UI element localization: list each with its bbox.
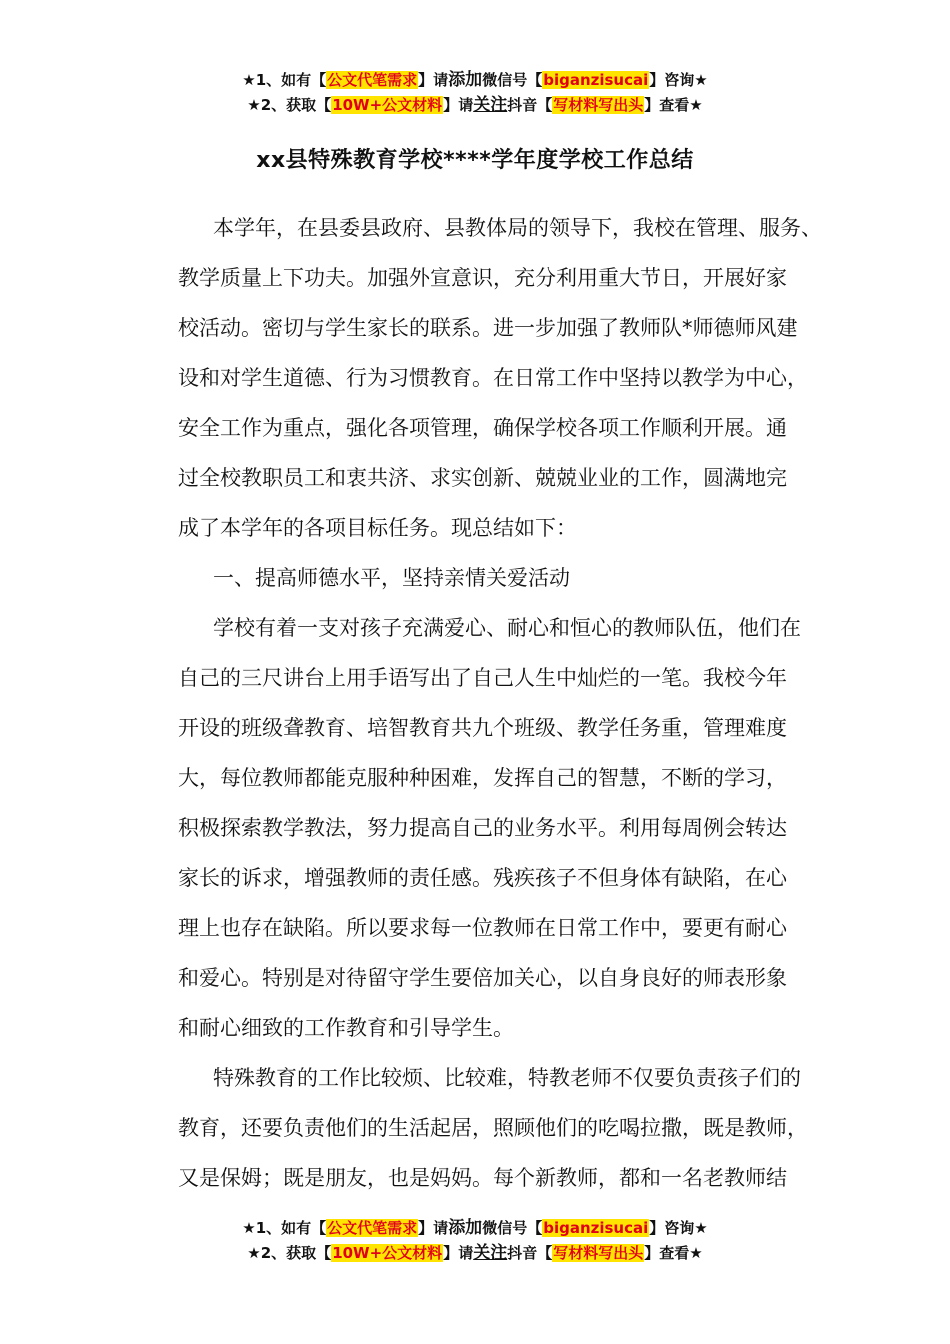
paragraph-teachers <box>143 603 823 1053</box>
promo-highlight: 写材料写出头 <box>553 1244 644 1262</box>
promo-line-1 <box>0 1216 950 1241</box>
promo-text: 】咨询★ <box>649 71 708 89</box>
promo-highlight: biganzisucai <box>543 1219 649 1237</box>
text-line: 积极探索教学教法，努力提高自己的业务水平。利用每周例会转达 <box>178 816 787 840</box>
promo-footer <box>0 1216 950 1266</box>
text-line: 安全工作为重点，强化各项管理，确保学校各项工作顺利开展。通 <box>178 416 787 440</box>
promo-text: ★1、如有【 <box>242 71 327 89</box>
promo-highlight: 写材料写出头 <box>553 96 644 114</box>
promo-line-2 <box>0 1241 950 1266</box>
promo-text: 抖音【 <box>507 96 553 114</box>
promo-line-1 <box>0 68 950 93</box>
promo-emphasis: 添加 <box>448 70 483 90</box>
text-line: 设和对学生道德、行为习惯教育。在日常工作中坚持以教学为中心， <box>178 366 808 390</box>
text-line: 自己的三尺讲台上用手语写出了自己人生中灿烂的一笔。我校今年 <box>178 666 787 690</box>
text-line: 又是保姆；既是朋友，也是妈妈。每个新教师，都和一名老教师结 <box>178 1166 787 1190</box>
promo-highlight: 10W+公文材料 <box>332 1244 443 1262</box>
text-line: 学校有着一支对孩子充满爱心、耐心和恒心的教师队伍，他们在 <box>213 616 801 640</box>
text-line: 过全校教职员工和衷共济、求实创新、兢兢业业的工作，圆满地完 <box>178 466 787 490</box>
text-line: 大，每位教师都能克服种种困难，发挥自己的智慧，不断的学习， <box>178 766 787 790</box>
promo-text: 】查看★ <box>644 1244 703 1262</box>
text-line: 理上也存在缺陷。所以要求每一位教师在日常工作中，要更有耐心 <box>178 916 787 940</box>
text-line: 一、提高师德水平，坚持亲情关爱活动 <box>213 566 570 590</box>
promo-header <box>0 68 950 118</box>
promo-highlight: 10W+公文材料 <box>332 96 443 114</box>
section-heading <box>143 553 823 603</box>
promo-highlight: biganzisucai <box>543 71 649 89</box>
text-line: 开设的班级聋教育、培智教育共九个班级、教学任务重，管理难度 <box>178 716 787 740</box>
promo-text: 抖音【 <box>507 1244 553 1262</box>
text-line: 家长的诉求，增强教师的责任感。残疾孩子不但身体有缺陷，在心 <box>178 866 787 890</box>
promo-line-2 <box>0 93 950 118</box>
promo-text: 】请 <box>443 96 474 114</box>
promo-text: 】请 <box>443 1244 474 1262</box>
promo-emphasis: 添加 <box>448 1218 483 1238</box>
promo-highlight: 公文代笔需求 <box>327 1219 418 1237</box>
text-line: 教学质量上下功夫。加强外宣意识，充分利用重大节日，开展好家 <box>178 266 787 290</box>
promo-highlight: 公文代笔需求 <box>327 71 418 89</box>
promo-text: ★2、获取【 <box>247 96 332 114</box>
text-line: 校活动。密切与学生家长的联系。进一步加强了教师队*师德师风建 <box>178 316 798 340</box>
promo-text: 微信号【 <box>482 1219 543 1237</box>
text-line: 和耐心细致的工作教育和引导学生。 <box>178 1016 514 1040</box>
text-line: 和爱心。特别是对待留守学生要倍加关心，以自身良好的师表形象 <box>178 966 787 990</box>
text-line: 本学年，在县委县政府、县教体局的领导下，我校在管理、服务、 <box>213 216 822 240</box>
promo-text: 】咨询★ <box>649 1219 708 1237</box>
document-body <box>143 203 823 1203</box>
promo-text: ★1、如有【 <box>242 1219 327 1237</box>
promo-text: ★2、获取【 <box>247 1244 332 1262</box>
promo-text: 】查看★ <box>644 96 703 114</box>
text-line: 教育，还要负责他们的生活起居，照顾他们的吃喝拉撒，既是教师， <box>178 1116 808 1140</box>
promo-text: 】请 <box>418 1219 449 1237</box>
paragraph-special-education <box>143 1053 823 1203</box>
promo-emphasis: 关注 <box>473 95 508 115</box>
promo-emphasis: 关注 <box>473 1243 508 1263</box>
promo-text: 】请 <box>418 71 449 89</box>
paragraph-intro <box>143 203 823 553</box>
document-title: xx县特殊教育学校****学年度学校工作总结 <box>256 148 694 173</box>
promo-text: 微信号【 <box>482 71 543 89</box>
text-line: 特殊教育的工作比较烦、比较难，特教老师不仅要负责孩子们的 <box>213 1066 801 1090</box>
text-line: 成了本学年的各项目标任务。现总结如下： <box>178 516 577 540</box>
